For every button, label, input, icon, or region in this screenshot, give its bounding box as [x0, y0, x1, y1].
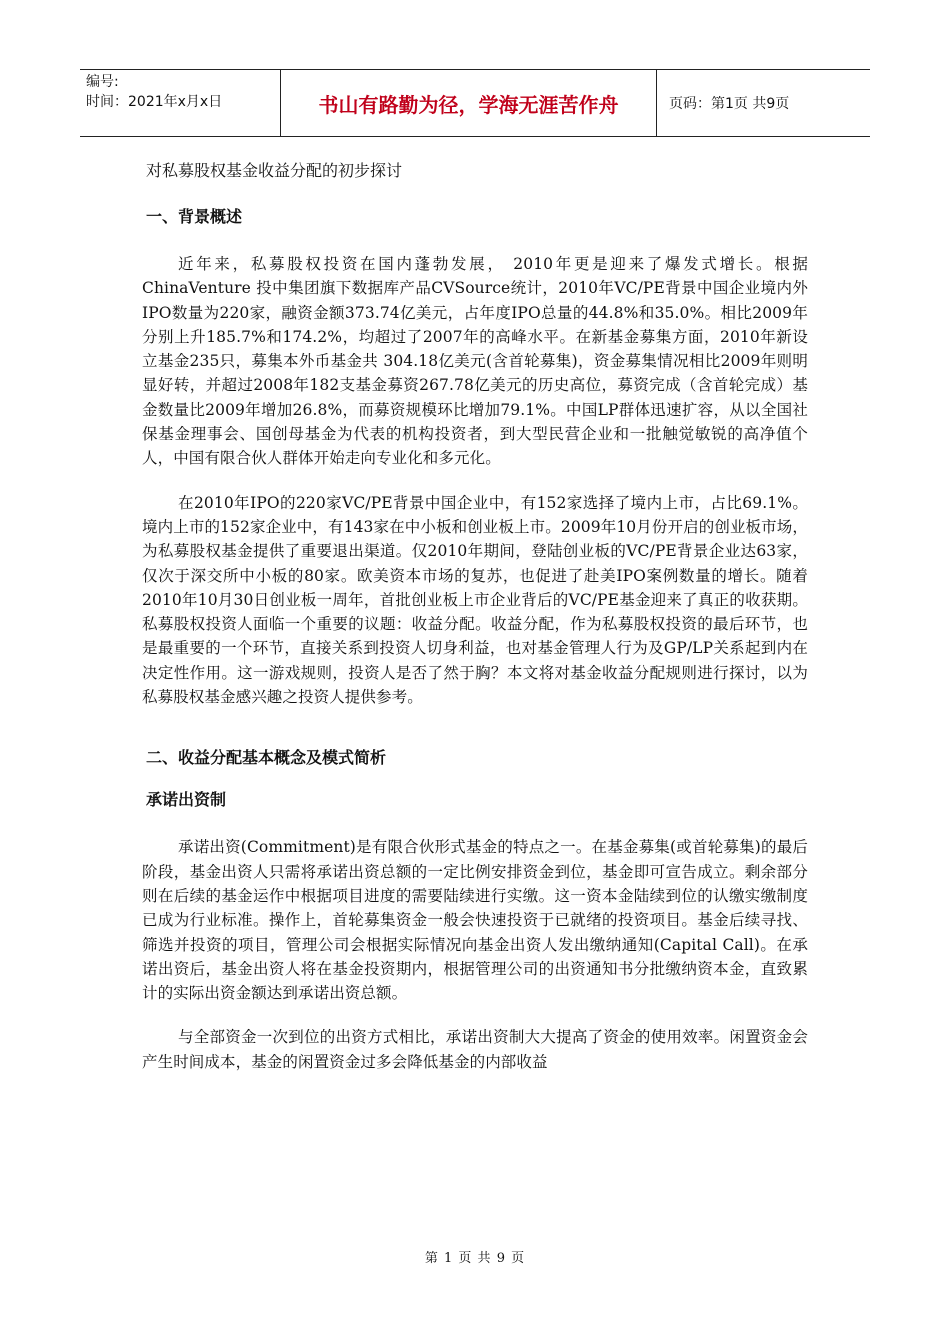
- paragraph: 近年来，私募股权投资在国内蓬勃发展， 2010年更是迎来了爆发式增长。根据ChinaVenture 投中集团旗下数据库产品CVSource统计，2010年VC/PE背景中国企业境内外IPO数量为220家，融资金额373.74亿美元，占年度IPO总量的44.8%和35.0%。相比2009年分别上升185.7%和174.2%，均超过了2007年的高峰水平。在新基金募集方面，2010年新设立基金235只，募集本外币基金共 304.18亿美元(含首轮募集)，资金募集情况相比2009年则明显好转，并超过2008年182支基金募资267.78亿美元的历史高位，募资完成（含首轮完成）基金数量比2009年增加26.8%，而募资规模环比增加79.1%。中国LP群体迅速扩容，从以全国社保基金理事会、国创母基金为代表的机构投资者，到大型民营企业和一批触觉敏锐的高净值个人，中国有限合伙人群体开始走向专业化和多元化。: [142, 255, 808, 468]
- header-meta: [80, 70, 280, 136]
- document-number-label: 编号:: [86, 74, 119, 90]
- header-page-info: 页码：第1页 共9页: [669, 96, 790, 112]
- paragraph: 在2010年IPO的220家VC/PE背景中国企业中，有152家选择了境内上市，占比69.1%。境内上市的152家企业中，有143家在中小板和创业板上市。2009年10月份开启的创业板市场，为私募股权基金提供了重要退出渠道。仅2010年期间，登陆创业板的VC/PE背景企业达63家，仅次于深交所中小板的80家。欧美资本市场的复苏，也促进了赴美IPO案例数量的增长。随着2010年10月30日创业板一周年，首批创业板上市企业背后的VC/PE基金迎来了真正的收获期。私募股权投资人面临一个重要的议题：收益分配。收益分配，作为私募股权投资的最后环节，也是最重要的一个环节，直接关系到投资人切身利益，也对基金管理人行为及GP/LP关系起到内在决定性作用。这一游戏规则，投资人是否了然于胸？本文将对基金收益分配规则进行探讨，以为私募股权基金感兴趣之投资人提供参考。: [142, 493, 808, 707]
- page-header: [80, 69, 870, 137]
- section-heading-distribution: 二、收益分配基本概念及模式简析: [146, 748, 387, 768]
- document-body: [142, 158, 808, 1074]
- paragraph: 承诺出资(Commitment)是有限合伙形式基金的特点之一。在基金募集(或首轮募集)的最后阶段，基金出资人只需将承诺出资总额的一定比例安排资金到位，基金即可宣告成立。剩余部分则在后续的基金运作中根据项目进度的需要陆续进行实缴。这一资本金陆续到位的认缴实缴制度已成为行业标准。操作上，首轮募集资金一般会快速投资于已就绪的投资项目。基金后续寻找、筛选并投资的项目，管理公司会根据实际情况向基金出资人发出缴纳通知(Capital Call)。在承诺出资后，基金出资人将在基金投资期内，根据管理公司的出资通知书分批缴纳资本金，直致累计的实际出资金额达到承诺出资总额。: [142, 838, 808, 1003]
- header-motto: 书山有路勤为径，学海无涯苦作舟: [280, 70, 657, 136]
- paragraph: 与全部资金一次到位的出资方式相比，承诺出资制大大提高了资金的使用效率。闲置资金会产生时间成本，基金的闲置资金过多会降低基金的内部收益: [142, 1028, 808, 1071]
- document-time-label: 时间：2021年x月x日: [86, 94, 223, 110]
- section-heading-background: 一、背景概述: [146, 207, 243, 226]
- subsection-heading-commitment: 承诺出资制: [146, 790, 227, 810]
- page-footer: 第 1 页 共 9 页: [424, 1251, 526, 1266]
- document-title: 对私募股权基金收益分配的初步探讨: [146, 161, 403, 180]
